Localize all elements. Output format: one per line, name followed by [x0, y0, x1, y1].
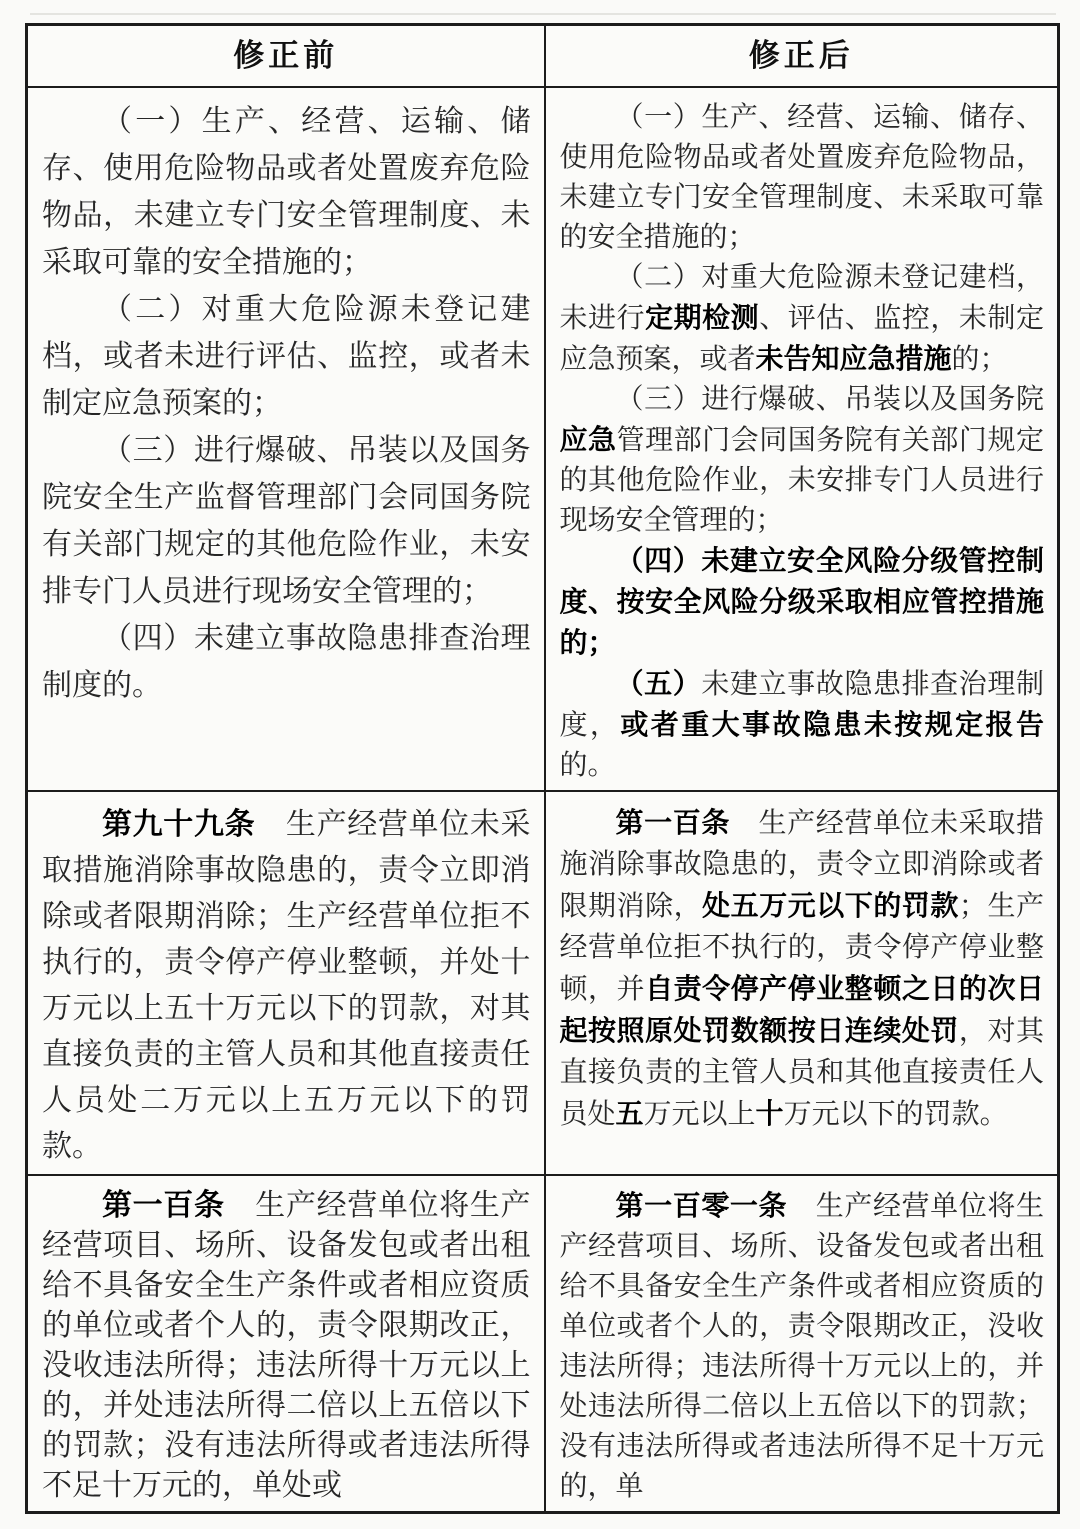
text-run: 生产经营单位未采取措施消除事故隐患的，责令立即消除或者限期消除；生产经营单位拒不执行的，责令停产停业整顿，并处十万元以上五十万元以下的罚款，对其直接负责的主管人员和其他直接责任人员处二万元以上五万元以下的罚款。 [42, 808, 531, 1163]
text-run: （一）生产、经营、运输、储存、使用危险物品或者处置废弃危险物品，未建立专门安全管理制度、未采取可靠的安全措施的； [559, 102, 1044, 253]
after-amendment-text [546, 792, 1058, 1174]
paragraph [560, 1186, 1045, 1507]
amended-text-run: 定期检测 [645, 302, 760, 333]
after-amendment-text [546, 88, 1058, 790]
paragraph [560, 541, 1045, 664]
amended-text-run: 应急 [559, 424, 617, 455]
paragraph [42, 615, 531, 709]
table-header-row [27, 25, 1059, 88]
text-run: 生产经营单位将生产经营项目、场所、设备发包或者出租给不具备安全生产条件或者相应资质的单位或者个人的，责令限期改正，没收违法所得；违法所得十万元以上的，并处违法所得二倍以上五倍以下的罚款；没有违法所得或者违法所得不足十万元的，单 [559, 1191, 1044, 1502]
paragraph [42, 427, 531, 615]
text-run: 生产经营单位未采取措施消除事故隐患的，责令立即消除或者限期消除， [559, 808, 1044, 922]
amended-text-run: 第一百条 [615, 807, 730, 838]
amended-text-run: 未告知应急措施 [755, 343, 952, 374]
paragraph [560, 380, 1045, 541]
paragraph [560, 802, 1045, 1135]
amended-text-run: 处五万元以下的罚款 [702, 890, 959, 921]
before-amendment-text [28, 88, 544, 790]
text-run: （一）生产、经营、运输、储存、使用危险物品或者处置废弃危险物品，未建立专门安全管理制度、未采取可靠的安全措施的； [42, 105, 531, 279]
text-run: ；生产经营单位拒不执行的，责令停产停业整顿，并 [559, 891, 1044, 1005]
paragraph [42, 1186, 531, 1506]
paragraph [42, 802, 531, 1170]
paragraph [560, 258, 1045, 380]
before-amendment-text [28, 1176, 544, 1511]
paragraph [560, 664, 1045, 786]
text-run: 管理部门会同国务院有关部门规定的其他危险作业，未安排专门人员进行现场安全管理的； [559, 425, 1044, 536]
text-run: （三）进行爆破、吊装以及国务院 [615, 384, 1044, 415]
amended-text-run: 十 [755, 1098, 784, 1129]
text-run: （四）未建立事故隐患排查治理制度的。 [42, 622, 531, 702]
text-run: ，对其直接负责的主管人员和其他直接责任人员处 [559, 1016, 1044, 1130]
cell-after-article-100 [545, 791, 1059, 1175]
table-row-article-100-101 [27, 1175, 1059, 1513]
paragraph [42, 98, 531, 286]
amended-text-run: 第一百条 [102, 1189, 225, 1222]
header-label-after: 修正后 [748, 38, 854, 73]
text-run: （二）对重大危险源未登记建档，或者未进行评估、监控，或者未制定应急预案的； [42, 293, 531, 420]
text-run: 未建立事故隐患排查治理制度， [559, 669, 1044, 741]
amended-text-run: （四）未建立安全风险分级管控制度、按安全风险分级采取相应管控措施的； [559, 545, 1044, 658]
text-run: （三）进行爆破、吊装以及国务院安全生产监督管理部门会同国务院有关部门规定的其他危险作业，未安排专门人员进行现场安全管理的； [42, 434, 531, 608]
amended-text-run: 自责令停产停业整顿之日的次日起按照原处罚数额按日连续处罚 [559, 973, 1044, 1046]
cell-before-article-100 [27, 1175, 545, 1513]
header-cell-after [545, 25, 1059, 88]
text-run: 生产经营单位将生产经营项目、场所、设备发包或者出租给不具备安全生产条件或者相应资质的单位或者个人的，责令限期改正，没收违法所得；违法所得十万元以上的，并处违法所得二倍以上五倍以下的罚款；没有违法所得或者违法所得不足十万元的，单处或 [42, 1189, 531, 1502]
text-run: 万元以下的罚款。 [783, 1099, 1008, 1130]
cell-after-article-101 [545, 1175, 1059, 1513]
amendment-comparison-table [25, 23, 1060, 1514]
cell-before-items [27, 87, 545, 791]
after-amendment-text [546, 1176, 1058, 1511]
header-label-before: 修正前 [233, 38, 339, 73]
amended-text-run: （五） [615, 668, 702, 699]
previous-row-remnant-line [30, 13, 1056, 15]
text-run: 、评估、监控，未制定应急预案，或者 [559, 303, 1044, 375]
before-amendment-text [28, 792, 544, 1174]
table-row-article-99-100 [27, 791, 1059, 1175]
text-run: （二）对重大危险源未登记建档，未进行 [559, 262, 1044, 334]
amended-text-run: 或者重大事故隐患未按规定报告 [620, 709, 1044, 740]
paragraph [560, 98, 1045, 258]
text-run: 的； [951, 344, 1008, 375]
text-run: 万元以上 [643, 1099, 756, 1130]
header-cell-before [27, 25, 545, 88]
amended-text-run: 五 [615, 1098, 644, 1129]
paragraph [42, 286, 531, 427]
text-run: 的。 [559, 750, 616, 781]
amended-text-run: 第一百零一条 [615, 1190, 788, 1221]
cell-after-items [545, 87, 1059, 791]
amended-text-run: 第九十九条 [102, 808, 256, 841]
table-row-items [27, 87, 1059, 791]
cell-before-article-99 [27, 791, 545, 1175]
